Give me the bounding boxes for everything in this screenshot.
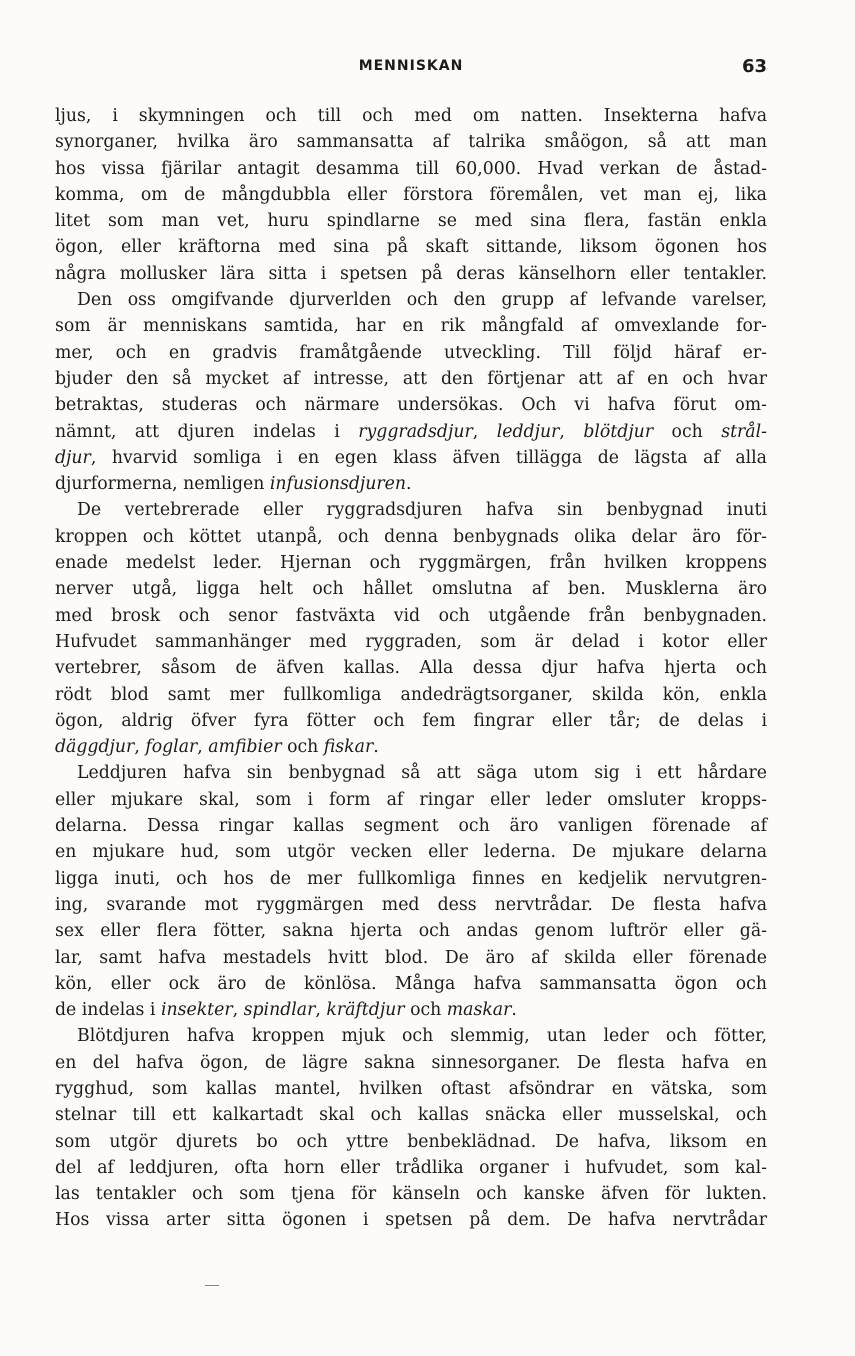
paragraph-last-line: de indelas i insekter, spindlar, kräftdjur och maskar. [55,1000,517,1021]
running-title: MENNISKAN [358,58,464,74]
text-line: med brosk och senor fastväxta vid och utgående från benbygnaden. [55,605,767,626]
page-number: 63 [741,56,767,77]
text-line: enade medelst leder. Hjernan och ryggmärgen, från hvilken kroppens [55,553,767,574]
text-line: ljus, i skymningen och till och med om natten. Insekterna hafva [55,106,767,126]
italic-term: blötdjur [583,421,654,442]
italic-term: strål- [721,421,767,442]
text-line: komma, om de mångdubbla eller förstora föremålen, vet man ej, lika [55,184,767,205]
text-line: sex eller flera fötter, sakna hjerta och andas genom luftrör eller gä- [55,921,767,942]
italic-term: amfibier [208,737,282,758]
italic-term: kräftdjur [326,1000,405,1021]
text-line: ligga inuti, och hos de mer fullkomliga finnes en kedjelik nervutgren- [55,868,767,889]
text-line: mer, och en gradvis framåtgående utveckling. Till följd häraf er- [55,342,767,363]
text-line: rygghud, som kallas mantel, hvilken oftast afsöndrar en vätska, som [55,1078,767,1099]
text-line: eller mjukare skal, som i form af ringar eller leder omsluter kropps- [55,789,767,810]
text-line: kön, eller ock äro de könlösa. Många hafva sammansatta ögon och [55,973,767,994]
italic-term: spindlar [243,1000,316,1021]
text-line: ing, svarande mot ryggmärgen med dess nervtrådar. De flesta hafva [55,894,767,915]
text-line: kroppen och köttet utanpå, och denna benbygnads olika delar äro för- [55,526,767,547]
text-line: bjuder den så mycket af intresse, att den förtjenar att af en och hvar [55,368,767,389]
italic-term: djur [55,447,91,468]
text-line: en mjukare hud, som utgör vecken eller lederna. De mjukare delarna [55,842,767,863]
text-line: rödt blod samt mer fullkomliga andedrägtsorganer, skilda kön, enkla [55,684,767,705]
text-line: en del hafva ögon, de lägre sakna sinnesorganer. De flesta hafva en [55,1052,767,1073]
italic-term: ryggradsdjur [358,421,473,442]
text-line: delarna. Dessa ringar kallas segment och äro vanligen förenade af [55,816,767,837]
text-line: betraktas, studeras och närmare undersökas. Och vi hafva förut om- [55,395,767,416]
body-text [55,103,767,1234]
running-header [55,58,767,82]
paragraph-first-line: Blötdjuren hafva kroppen mjuk och slemmig, utan leder och fötter, [77,1026,767,1047]
paragraph-last-line: däggdjur, foglar, amfibier och fiskar. [55,737,379,758]
text-line: vertebrer, såsom de äfven kallas. Alla dessa djur hafva hjerta och [55,658,767,679]
text-line: nerver utgå, ligga helt och hållet omslutna af ben. Musklerna äro [55,579,767,600]
italic-term: insekter [160,1000,233,1021]
text-line: som är menniskans samtida, har en rik mångfald af omvexlande for- [55,316,767,337]
text-line: las tentakler och som tjena för känseln och kanske äfven för lukten. [55,1184,767,1205]
italic-term: leddjur [496,421,560,442]
text-line: ögon, aldrig öfver fyra fötter och fem fingrar eller tår; de delas i [55,710,767,731]
italic-term: foglar [145,737,198,758]
text-line: Hos vissa arter sitta ögonen i spetsen på dem. De hafva nervtrådar [55,1210,767,1231]
text-line: ögon, eller kräftorna med sina på skaft sittande, liksom ögonen hos [55,237,767,258]
paragraph-first-line: De vertebrerade eller ryggradsdjuren hafva sin benbygnad inuti [77,500,767,521]
italic-term: maskar [446,1000,512,1021]
text-line: några mollusker lära sitta i spetsen på deras känselhorn eller tentakler. [55,263,767,284]
text-line: hos vissa fjärilar antagit desamma till 60,000. Hvad verkan de åstad- [55,158,767,179]
text-line: stelnar till ett kalkartadt skal och kallas snäcka eller musselskal, och [55,1105,767,1126]
italic-term: däggdjur [55,737,135,758]
text-line: som utgör djurets bo och yttre benbeklädnad. De hafva, liksom en [55,1131,767,1152]
paragraph-first-line: Leddjuren hafva sin benbygnad så att säga utom sig i ett hårdare [77,763,767,784]
paragraph-first-line: Den oss omgifvande djurverlden och den grupp af lefvande varelser, [77,290,767,311]
text-line: del af leddjuren, ofta horn eller trådlika organer i hufvudet, som kal- [55,1157,767,1178]
text-line: litet som man vet, huru spindlarne se med sina flera, fastän enkla [55,211,767,232]
italic-term: infusionsdjuren [269,474,407,495]
paragraph-last-line: djurformerna, nemligen infusionsdjuren. [55,474,412,495]
text-line: lar, samt hafva mestadels hvitt blod. De äro af skilda eller förenade [55,947,767,968]
italic-term: fiskar [323,737,374,758]
text-line: synorganer, hvilka äro sammansatta af talrika småögon, så att man [55,132,767,153]
text-line: djur, hvarvid somliga i en egen klass äfven tillägga de lägsta af alla [55,447,767,468]
text-line: nämnt, att djuren indelas i ryggradsdjur, leddjur, blötdjur och strål- [55,421,767,442]
text-line: Hufvudet sammanhänger med ryggraden, som är delad i kotor eller [55,631,767,652]
footer-mark [205,1285,219,1286]
